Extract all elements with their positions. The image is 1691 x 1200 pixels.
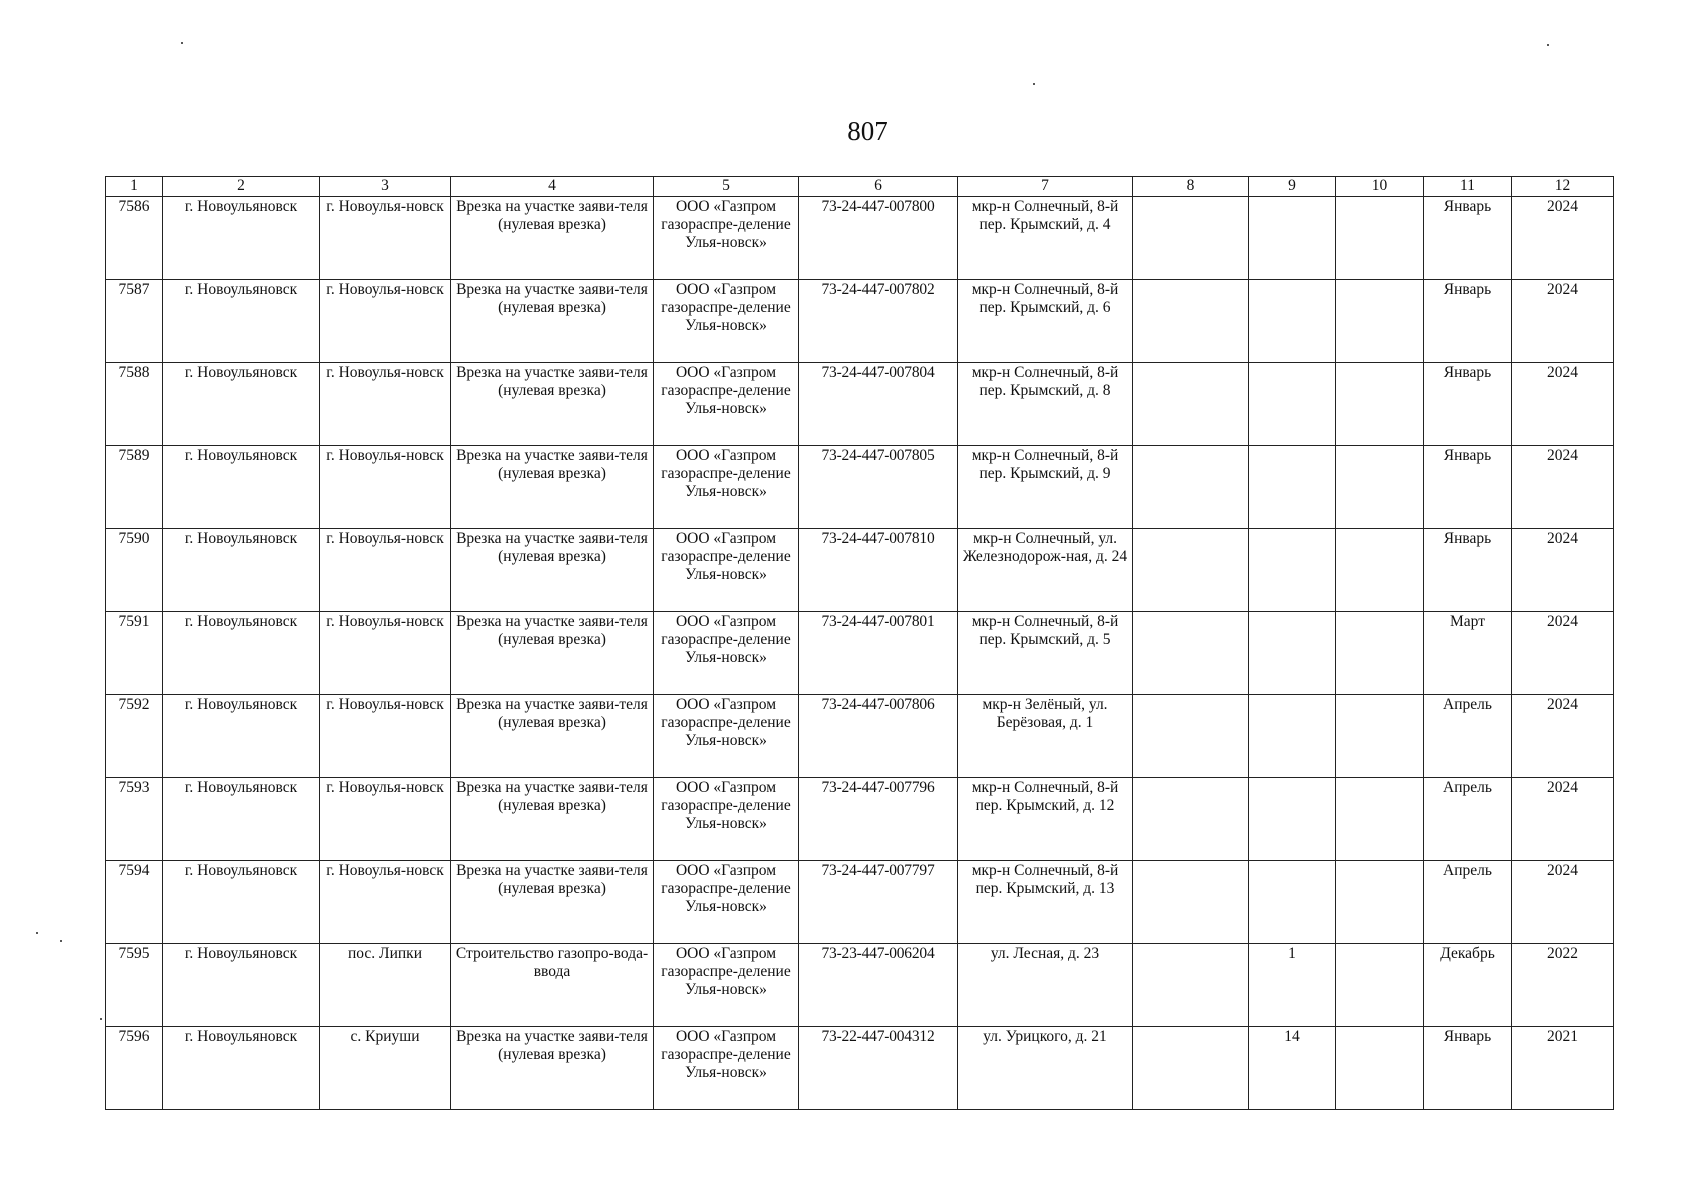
- column-header: 2: [163, 177, 320, 197]
- table-row: [106, 197, 1614, 280]
- locality-cell: г. Новоулья-новск: [320, 446, 451, 529]
- row-number-cell: 7592: [106, 695, 163, 778]
- column-8-cell: [1133, 944, 1249, 1027]
- work-type-cell: Врезка на участке заяви-теля (нулевая врезка): [451, 695, 654, 778]
- table-row: [106, 944, 1614, 1027]
- address-cell: мкр-н Солнечный, 8-й пер. Крымский, д. 8: [958, 363, 1133, 446]
- organization-cell: ООО «Газпром газораспре-деление Улья-новск»: [654, 778, 799, 861]
- locality-cell: г. Новоулья-новск: [320, 612, 451, 695]
- page-number: 807: [847, 116, 888, 146]
- year-cell: 2024: [1512, 529, 1614, 612]
- column-8-cell: [1133, 861, 1249, 944]
- year-cell: 2024: [1512, 363, 1614, 446]
- row-number-cell: 7586: [106, 197, 163, 280]
- column-9-cell: [1249, 612, 1336, 695]
- work-type-cell: Врезка на участке заяви-теля (нулевая врезка): [451, 778, 654, 861]
- organization-cell: ООО «Газпром газораспре-деление Улья-новск»: [654, 197, 799, 280]
- year-cell: 2024: [1512, 861, 1614, 944]
- organization-cell: ООО «Газпром газораспре-деление Улья-новск»: [654, 695, 799, 778]
- address-cell: ул. Урицкого, д. 21: [958, 1027, 1133, 1110]
- registry-table: [105, 176, 1614, 1110]
- column-8-cell: [1133, 197, 1249, 280]
- column-8-cell: [1133, 695, 1249, 778]
- column-10-cell: [1336, 778, 1424, 861]
- month-cell: Апрель: [1424, 861, 1512, 944]
- organization-cell: ООО «Газпром газораспре-деление Улья-новск»: [654, 1027, 799, 1110]
- column-10-cell: [1336, 612, 1424, 695]
- year-cell: 2024: [1512, 446, 1614, 529]
- address-cell: ул. Лесная, д. 23: [958, 944, 1133, 1027]
- cadastral-code-cell: 73-24-447-007801: [799, 612, 958, 695]
- address-cell: мкр-н Солнечный, 8-й пер. Крымский, д. 12: [958, 778, 1133, 861]
- cadastral-code-cell: 73-24-447-007810: [799, 529, 958, 612]
- work-type-cell: Врезка на участке заяви-теля (нулевая врезка): [451, 446, 654, 529]
- column-header: 5: [654, 177, 799, 197]
- organization-cell: ООО «Газпром газораспре-деление Улья-новск»: [654, 944, 799, 1027]
- table-row: [106, 778, 1614, 861]
- table-row: [106, 612, 1614, 695]
- column-header: 11: [1424, 177, 1512, 197]
- address-cell: мкр-н Солнечный, 8-й пер. Крымский, д. 5: [958, 612, 1133, 695]
- table-row: [106, 861, 1614, 944]
- cadastral-code-cell: 73-24-447-007797: [799, 861, 958, 944]
- column-9-cell: [1249, 778, 1336, 861]
- month-cell: Январь: [1424, 280, 1512, 363]
- district-cell: г. Новоульяновск: [163, 695, 320, 778]
- month-cell: Апрель: [1424, 695, 1512, 778]
- column-10-cell: [1336, 861, 1424, 944]
- locality-cell: г. Новоулья-новск: [320, 363, 451, 446]
- year-cell: 2024: [1512, 612, 1614, 695]
- work-type-cell: Врезка на участке заяви-теля (нулевая врезка): [451, 612, 654, 695]
- header-row: [106, 177, 1614, 197]
- table-row: [106, 695, 1614, 778]
- column-10-cell: [1336, 1027, 1424, 1110]
- district-cell: г. Новоульяновск: [163, 529, 320, 612]
- column-10-cell: [1336, 944, 1424, 1027]
- work-type-cell: Врезка на участке заяви-теля (нулевая врезка): [451, 280, 654, 363]
- address-cell: мкр-н Солнечный, 8-й пер. Крымский, д. 13: [958, 861, 1133, 944]
- row-number-cell: 7594: [106, 861, 163, 944]
- scan-speck: [181, 42, 183, 44]
- row-number-cell: 7593: [106, 778, 163, 861]
- address-cell: мкр-н Зелёный, ул. Берёзовая, д. 1: [958, 695, 1133, 778]
- row-number-cell: 7595: [106, 944, 163, 1027]
- row-number-cell: 7591: [106, 612, 163, 695]
- work-type-cell: Врезка на участке заяви-теля (нулевая врезка): [451, 363, 654, 446]
- address-cell: мкр-н Солнечный, 8-й пер. Крымский, д. 4: [958, 197, 1133, 280]
- organization-cell: ООО «Газпром газораспре-деление Улья-новск»: [654, 363, 799, 446]
- column-10-cell: [1336, 529, 1424, 612]
- cadastral-code-cell: 73-24-447-007802: [799, 280, 958, 363]
- table-row: [106, 280, 1614, 363]
- month-cell: Март: [1424, 612, 1512, 695]
- district-cell: г. Новоульяновск: [163, 861, 320, 944]
- work-type-cell: Врезка на участке заяви-теля (нулевая врезка): [451, 529, 654, 612]
- column-header: 1: [106, 177, 163, 197]
- year-cell: 2024: [1512, 778, 1614, 861]
- table-row: [106, 529, 1614, 612]
- locality-cell: г. Новоулья-новск: [320, 778, 451, 861]
- column-header: 7: [958, 177, 1133, 197]
- organization-cell: ООО «Газпром газораспре-деление Улья-новск»: [654, 280, 799, 363]
- district-cell: г. Новоульяновск: [163, 197, 320, 280]
- month-cell: Январь: [1424, 197, 1512, 280]
- district-cell: г. Новоульяновск: [163, 280, 320, 363]
- month-cell: Апрель: [1424, 778, 1512, 861]
- table-body: [106, 197, 1614, 1110]
- month-cell: Январь: [1424, 529, 1512, 612]
- address-cell: мкр-н Солнечный, 8-й пер. Крымский, д. 9: [958, 446, 1133, 529]
- column-8-cell: [1133, 1027, 1249, 1110]
- column-9-cell: [1249, 446, 1336, 529]
- column-10-cell: [1336, 446, 1424, 529]
- cadastral-code-cell: 73-23-447-006204: [799, 944, 958, 1027]
- column-header: 12: [1512, 177, 1614, 197]
- district-cell: г. Новоульяновск: [163, 446, 320, 529]
- column-8-cell: [1133, 446, 1249, 529]
- cadastral-code-cell: 73-24-447-007796: [799, 778, 958, 861]
- year-cell: 2021: [1512, 1027, 1614, 1110]
- cadastral-code-cell: 73-24-447-007800: [799, 197, 958, 280]
- column-header: 8: [1133, 177, 1249, 197]
- column-9-cell: [1249, 529, 1336, 612]
- column-9-cell: [1249, 280, 1336, 363]
- column-header: 4: [451, 177, 654, 197]
- locality-cell: г. Новоулья-новск: [320, 695, 451, 778]
- address-cell: мкр-н Солнечный, 8-й пер. Крымский, д. 6: [958, 280, 1133, 363]
- locality-cell: с. Криуши: [320, 1027, 451, 1110]
- district-cell: г. Новоульяновск: [163, 1027, 320, 1110]
- table-row: [106, 446, 1614, 529]
- cadastral-code-cell: 73-22-447-004312: [799, 1027, 958, 1110]
- row-number-cell: 7590: [106, 529, 163, 612]
- year-cell: 2024: [1512, 280, 1614, 363]
- work-type-cell: Врезка на участке заяви-теля (нулевая врезка): [451, 861, 654, 944]
- cadastral-code-cell: 73-24-447-007806: [799, 695, 958, 778]
- locality-cell: пос. Липки: [320, 944, 451, 1027]
- scan-speck: [60, 940, 62, 942]
- column-8-cell: [1133, 529, 1249, 612]
- column-header: 9: [1249, 177, 1336, 197]
- table-row: [106, 363, 1614, 446]
- column-9-cell: 14: [1249, 1027, 1336, 1110]
- row-number-cell: 7587: [106, 280, 163, 363]
- work-type-cell: Врезка на участке заяви-теля (нулевая врезка): [451, 197, 654, 280]
- column-10-cell: [1336, 363, 1424, 446]
- column-8-cell: [1133, 363, 1249, 446]
- district-cell: г. Новоульяновск: [163, 363, 320, 446]
- district-cell: г. Новоульяновск: [163, 612, 320, 695]
- district-cell: г. Новоульяновск: [163, 944, 320, 1027]
- month-cell: Январь: [1424, 1027, 1512, 1110]
- row-number-cell: 7596: [106, 1027, 163, 1110]
- column-8-cell: [1133, 612, 1249, 695]
- scan-speck: [1033, 83, 1035, 85]
- column-header: 3: [320, 177, 451, 197]
- locality-cell: г. Новоулья-новск: [320, 197, 451, 280]
- scan-speck: [100, 1018, 102, 1020]
- table-row: [106, 1027, 1614, 1110]
- organization-cell: ООО «Газпром газораспре-деление Улья-новск»: [654, 612, 799, 695]
- organization-cell: ООО «Газпром газораспре-деление Улья-новск»: [654, 446, 799, 529]
- month-cell: Январь: [1424, 363, 1512, 446]
- cadastral-code-cell: 73-24-447-007805: [799, 446, 958, 529]
- cadastral-code-cell: 73-24-447-007804: [799, 363, 958, 446]
- locality-cell: г. Новоулья-новск: [320, 529, 451, 612]
- month-cell: Январь: [1424, 446, 1512, 529]
- month-cell: Декабрь: [1424, 944, 1512, 1027]
- year-cell: 2022: [1512, 944, 1614, 1027]
- column-9-cell: [1249, 197, 1336, 280]
- column-header: 6: [799, 177, 958, 197]
- column-9-cell: [1249, 363, 1336, 446]
- column-9-cell: [1249, 695, 1336, 778]
- column-8-cell: [1133, 778, 1249, 861]
- row-number-cell: 7588: [106, 363, 163, 446]
- row-number-cell: 7589: [106, 446, 163, 529]
- organization-cell: ООО «Газпром газораспре-деление Улья-новск»: [654, 861, 799, 944]
- locality-cell: г. Новоулья-новск: [320, 861, 451, 944]
- work-type-cell: Строительство газопро-вода-ввода: [451, 944, 654, 1027]
- column-8-cell: [1133, 280, 1249, 363]
- scan-speck: [1547, 44, 1549, 46]
- column-10-cell: [1336, 695, 1424, 778]
- address-cell: мкр-н Солнечный, ул. Железнодорож-ная, д. 24: [958, 529, 1133, 612]
- column-10-cell: [1336, 197, 1424, 280]
- column-9-cell: [1249, 861, 1336, 944]
- organization-cell: ООО «Газпром газораспре-деление Улья-новск»: [654, 529, 799, 612]
- column-header: 10: [1336, 177, 1424, 197]
- work-type-cell: Врезка на участке заяви-теля (нулевая врезка): [451, 1027, 654, 1110]
- column-9-cell: 1: [1249, 944, 1336, 1027]
- locality-cell: г. Новоулья-новск: [320, 280, 451, 363]
- district-cell: г. Новоульяновск: [163, 778, 320, 861]
- year-cell: 2024: [1512, 197, 1614, 280]
- column-10-cell: [1336, 280, 1424, 363]
- year-cell: 2024: [1512, 695, 1614, 778]
- scan-speck: [36, 932, 38, 934]
